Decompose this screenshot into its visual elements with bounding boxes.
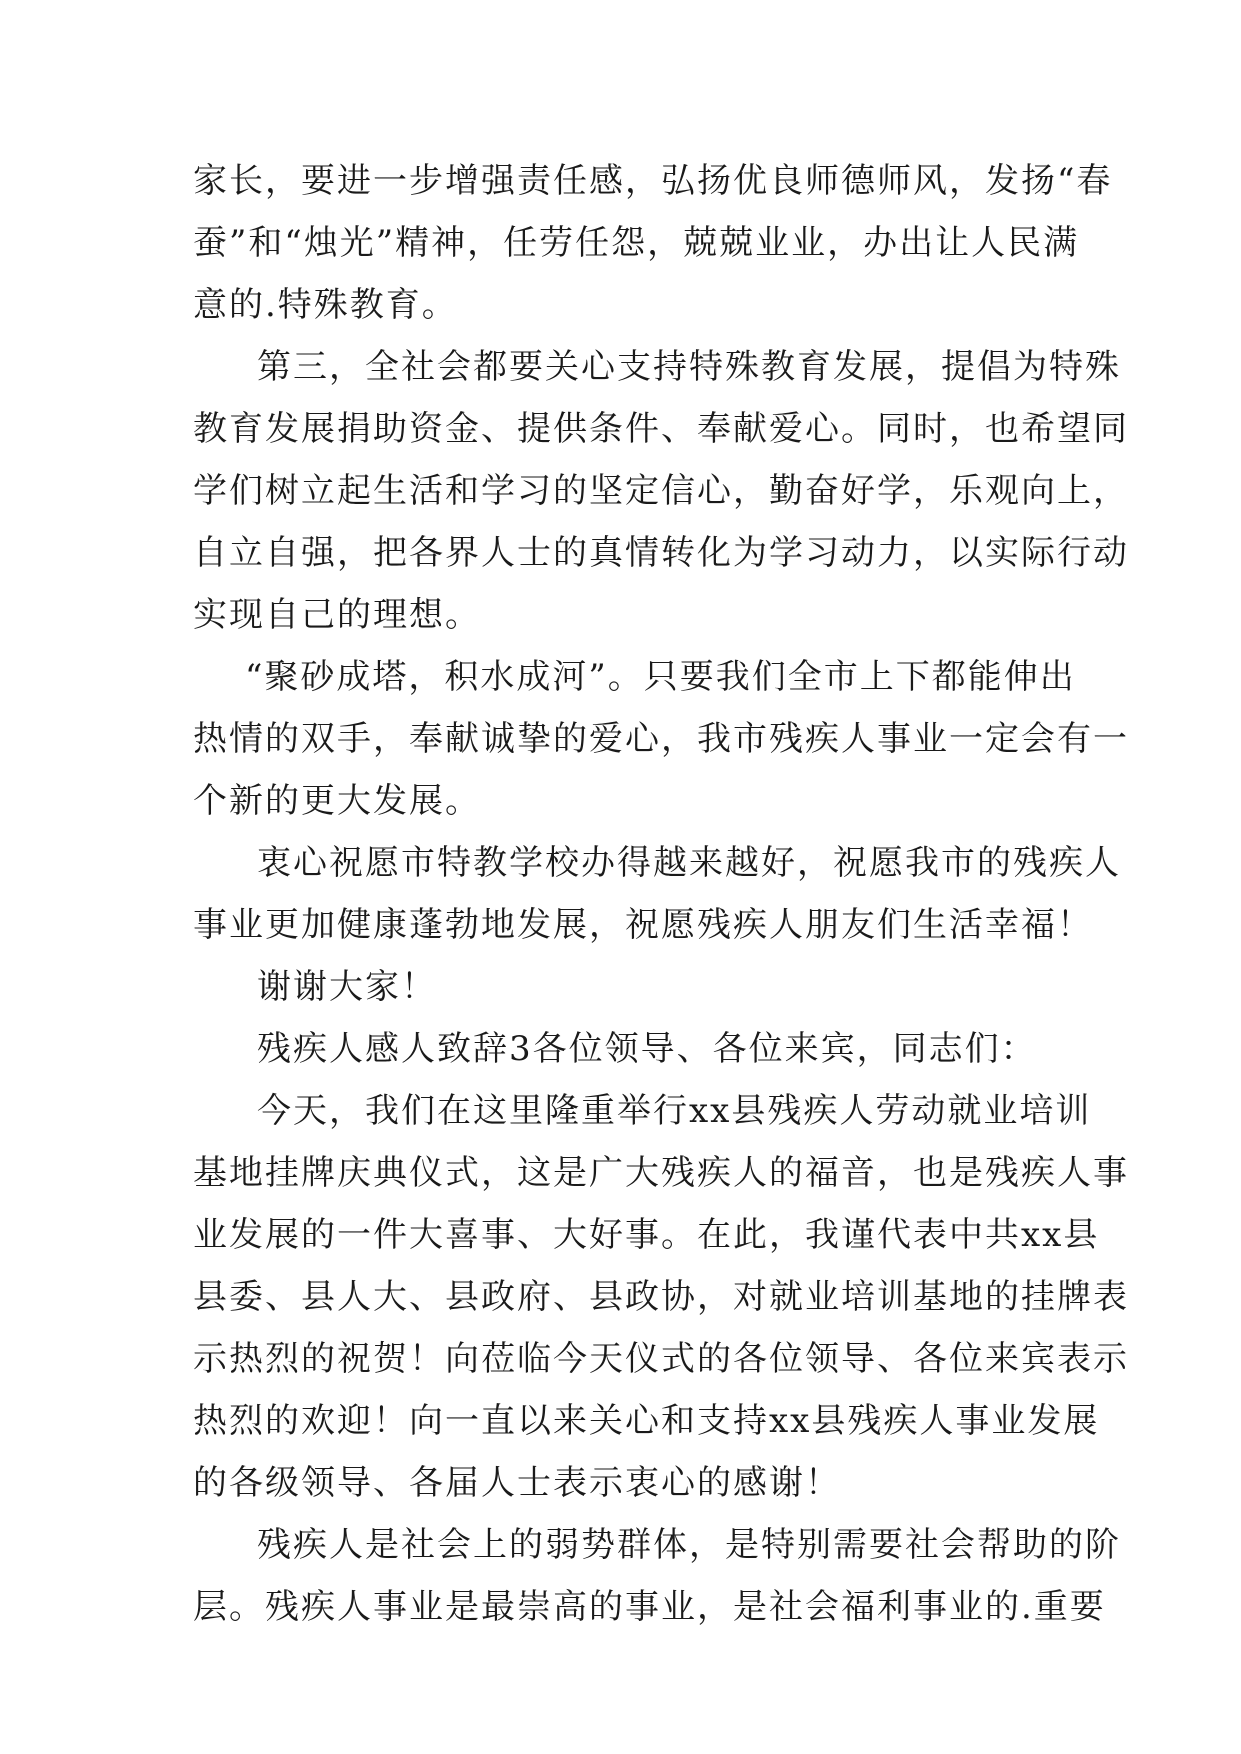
text-line: 业发展的一件大喜事、大好事。在此，我谨代表中共xx县	[193, 1215, 1100, 1255]
text-line: 县委、县人大、县政府、县政协，对就业培训基地的挂牌表	[193, 1277, 1129, 1317]
text-line: 家长，要进一步增强责任感，弘扬优良师德师风，发扬“春	[193, 161, 1113, 201]
paragraph-first-line: 第三，全社会都要关心支持特殊教育发展，提倡为特殊	[257, 347, 1121, 387]
paragraph-first-line: 谢谢大家！	[257, 967, 437, 1007]
paragraph-first-line: 残疾人感人致辞3各位领导、各位来宾，同志们：	[257, 1029, 1037, 1069]
text-line: 基地挂牌庆典仪式，这是广大残疾人的福音，也是残疾人事	[193, 1153, 1129, 1193]
text-line: 个新的更大发展。	[193, 781, 481, 821]
text-line: 示热烈的祝贺！向莅临今天仪式的各位领导、各位来宾表示	[193, 1339, 1129, 1379]
text-line: 的各级领导、各届人士表示衷心的感谢！	[193, 1463, 841, 1503]
text-line: 自立自强，把各界人士的真情转化为学习动力，以实际行动	[193, 533, 1129, 573]
text-line: 学们树立起生活和学习的坚定信心，勤奋好学，乐观向上，	[193, 471, 1129, 511]
document-body	[193, 150, 1129, 1638]
paragraph-first-line: 今天，我们在这里隆重举行xx县残疾人劳动就业培训	[257, 1091, 1092, 1131]
text-line: 热烈的欢迎！向一直以来关心和支持xx县残疾人事业发展	[193, 1401, 1100, 1441]
paragraph-first-line: 残疾人是社会上的弱势群体，是特别需要社会帮助的阶	[257, 1525, 1121, 1565]
text-line: 热情的双手，奉献诚挚的爱心，我市残疾人事业一定会有一	[193, 719, 1129, 759]
text-line: 意的.特殊教育。	[193, 285, 458, 325]
text-line: 层。残疾人事业是最崇高的事业，是社会福利事业的.重要	[193, 1587, 1106, 1627]
paragraph-first-line: “聚砂成塔，积水成河”。只要我们全市上下都能伸出	[245, 657, 1076, 697]
text-line: 蚕”和“烛光”精神，任劳任怨，兢兢业业，办出让人民满	[193, 223, 1080, 263]
text-line: 教育发展捐助资金、提供条件、奉献爱心。同时，也希望同	[193, 409, 1129, 449]
text-line: 事业更加健康蓬勃地发展，祝愿残疾人朋友们生活幸福！	[193, 905, 1093, 945]
paragraph-first-line: 衷心祝愿市特教学校办得越来越好，祝愿我市的残疾人	[257, 843, 1121, 883]
text-line: 实现自己的理想。	[193, 595, 481, 635]
